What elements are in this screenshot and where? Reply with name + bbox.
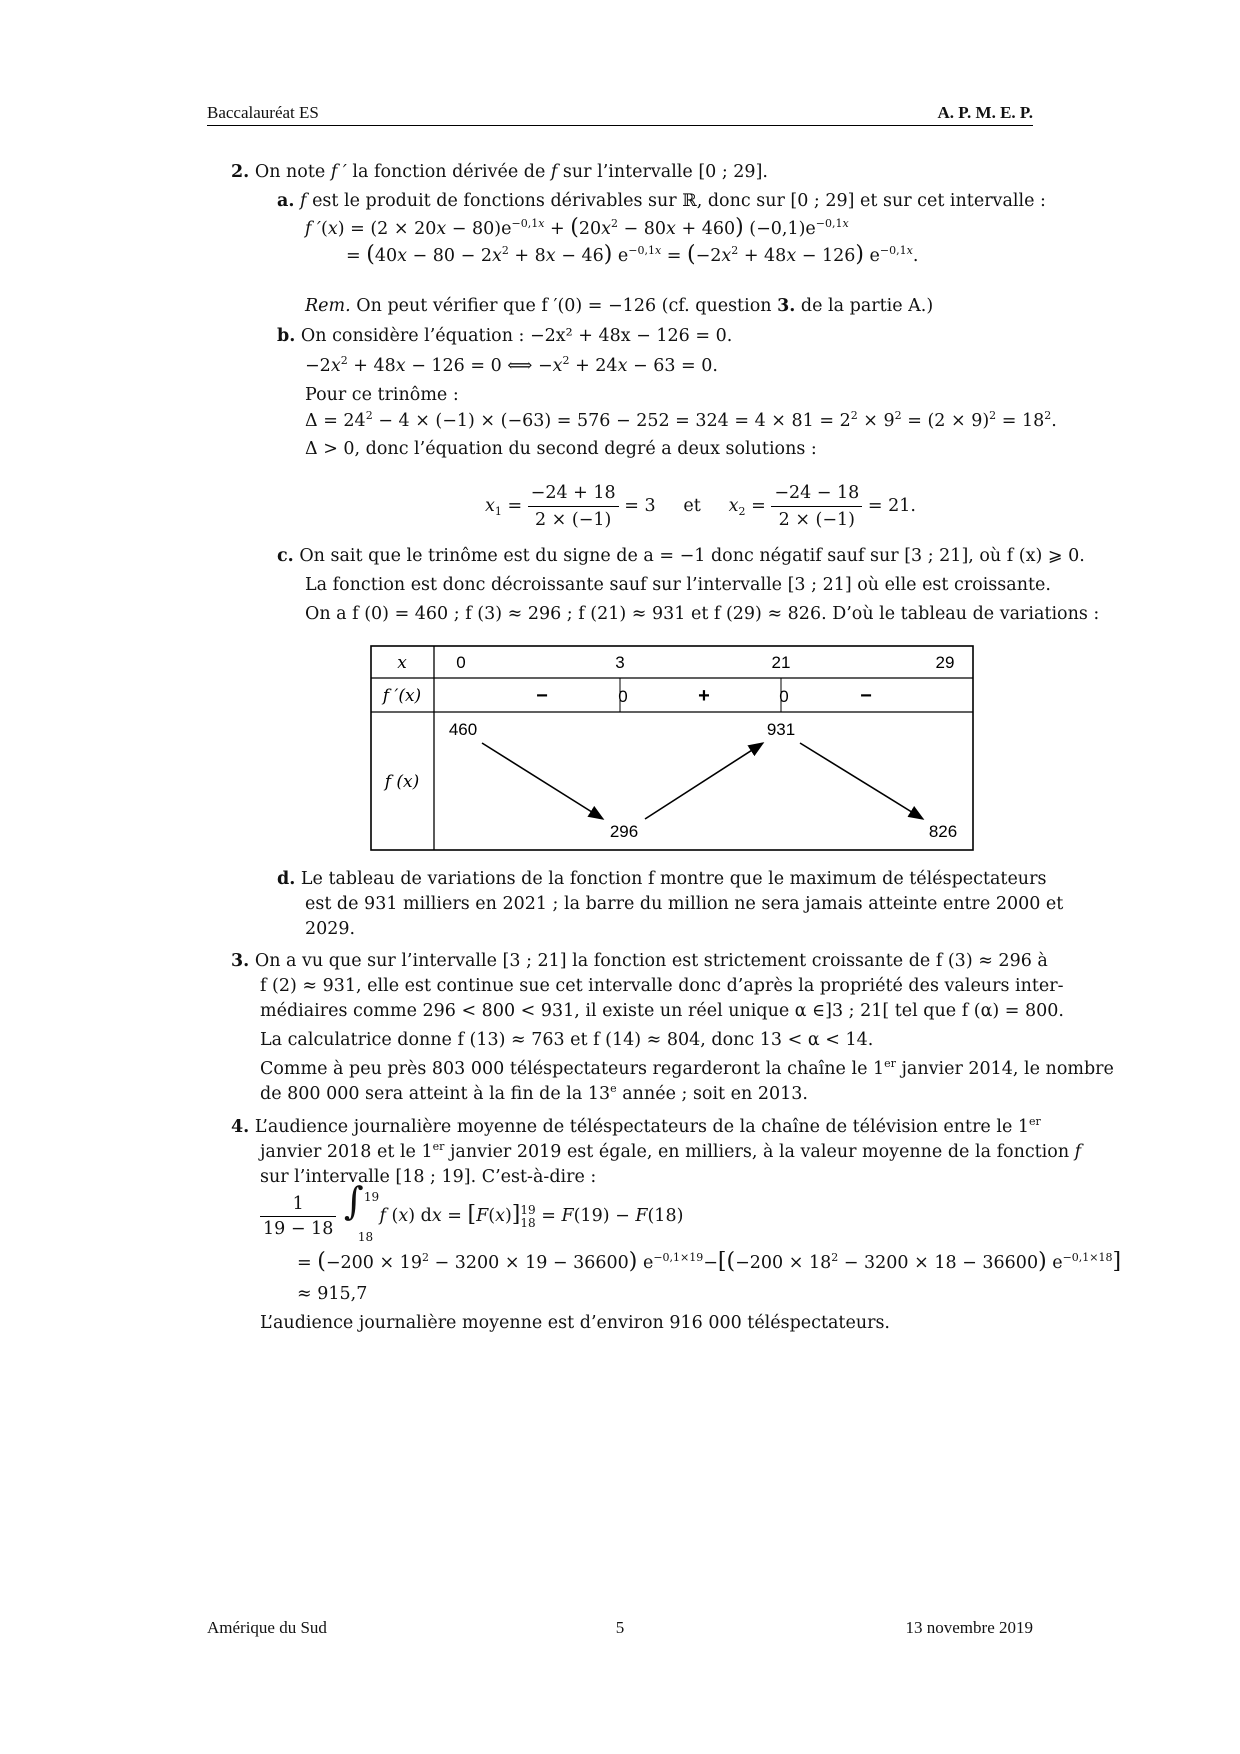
q2b-line5: Δ > 0, donc l’équation du second degré a deux solutions : <box>305 439 817 459</box>
q3-text6a: de 800 000 sera atteint à la fin de la 13 <box>260 1084 611 1104</box>
q2b-line2: $-2x^2 + 48x - 126 = 0$ ⟺ $-x^2 + 24x - 63 = 0$. <box>305 354 718 376</box>
q4-line3: sur l’intervalle [18 ; 19]. C’est-à-dire : <box>260 1167 597 1187</box>
q4-text1a: L’audience journalière moyenne de téléspectateurs de la chaîne de télévision entre le 1 <box>254 1117 1030 1137</box>
table-fprime-label: f ′(x) <box>382 686 422 706</box>
q4-conclusion: L’audience journalière moyenne est d’environ 916 000 téléspectateurs. <box>260 1313 890 1333</box>
q2b-equation: On considère l’équation : −2x² + 48x − 126 = 0. <box>300 326 733 346</box>
q2b-line1 <box>277 325 732 347</box>
q2d-line3: 2029. <box>305 919 356 939</box>
q3-text1: On a vu que sur l’intervalle [3 ; 21] la fonction est strictement croissante de f (3) ≈ 296 à <box>254 951 1048 971</box>
q3-line6 <box>260 1083 808 1105</box>
q2a-remark-text: On peut vérifier que f ′(0) = −126 (cf. question <box>350 296 778 316</box>
q2d-text1: Le tableau de variations de la fonction f montre que le maximum de téléspectateurs <box>300 869 1047 889</box>
q2b-line3: Pour ce trinôme : <box>305 385 459 405</box>
q2c-line3: On a f (0) = 460 ; f (3) ≈ 296 ; f (21) ≈ 931 et f (29) ≈ 826. D’où le tableau de variations : <box>305 604 1100 624</box>
page-number: 5 <box>615 1618 625 1637</box>
arrow-decreasing-1 <box>482 743 603 819</box>
table-x-label: x <box>397 653 407 673</box>
variation-table <box>370 645 974 851</box>
q2-intro: 2. On note f ′ la fonction dérivée de f sur l’intervalle [0 ; 29]. <box>231 162 768 182</box>
q4-sup1: er <box>1029 1115 1041 1128</box>
table-x-29: 29 <box>935 653 955 672</box>
q3-line2: f (2) ≈ 931, elle est continue sue cet intervalle donc d’après la propriété des valeurs inter- <box>260 976 1064 996</box>
table-f-label: f (x) <box>384 772 420 792</box>
q2b-discriminant: $\Delta = 24^2 - 4 \times (-1) \times (-63) = 576 - 252 = 324 = 4 \times 81 = 2^2 \times 9^2 = (2 \times 9)^2 = 18^2$. <box>305 409 1057 431</box>
q2-number: 2. <box>231 162 250 182</box>
q4-sup2: er <box>432 1140 445 1153</box>
q3-line4: La calculatrice donne f (13) ≈ 763 et f (14) ≈ 804, donc 13 < α < 14. <box>260 1030 874 1050</box>
table-sign-1: − <box>536 685 548 707</box>
table-zero-1: 0 <box>618 687 628 706</box>
q2c-line1 <box>277 545 1085 567</box>
q2c-text1: On sait que le trinôme est du signe de a = −1 donc négatif sauf sur [3 ; 21], où f (x) ⩾ 0. <box>299 546 1085 566</box>
q2b-et: et <box>683 496 701 516</box>
q3-sup6: e <box>610 1082 617 1095</box>
q4-number: 4. <box>231 1117 250 1137</box>
q3-line5 <box>260 1058 1114 1080</box>
q3-line3: médiaires comme 296 < 800 < 931, il existe un réel unique α ∈]3 ; 21[ tel que f (α) = 800. <box>260 1001 1064 1021</box>
q2a-remark-end: de la partie A.) <box>795 296 934 316</box>
q2-intro-text-a: On note <box>254 162 331 182</box>
table-sign-3: − <box>860 685 872 707</box>
page-header <box>207 103 1033 126</box>
q4-text2b: janvier 2019 est égale, en milliers, à la valeur moyenne de la fonction <box>444 1142 1075 1162</box>
table-zero-2: 0 <box>779 687 789 706</box>
q2a-line1: a. f est le produit de fonctions dérivables sur ℝ, donc sur [0 ; 29] et sur cet intervalle : <box>277 191 1046 211</box>
q2d-line1 <box>277 868 1046 890</box>
table-x-3: 3 <box>615 653 625 672</box>
q4-approx: ≈ 915,7 <box>297 1284 368 1304</box>
q2a-label: a. <box>277 191 295 211</box>
q2a-remark-bold: 3. <box>777 296 796 316</box>
q3-line1 <box>231 950 1048 972</box>
q2a-derivative-line1: f $'(x) = (2 \times 20x - 80)e^{-0,1x} + (20x^2 - 80x + 460)$ $(-0,1)e^{-0,1x}$ <box>305 215 849 240</box>
footer-right: 13 novembre 2019 <box>905 1618 1033 1637</box>
q3-number: 3. <box>231 951 250 971</box>
q3-text5a: Comme à peu près 803 000 téléspectateurs regarderont la chaîne le 1 <box>260 1059 885 1079</box>
arrow-increasing <box>645 743 763 819</box>
q2-intro-text-b: la fonction dérivée de <box>346 162 551 182</box>
q2b-label: b. <box>277 326 296 346</box>
q4-calc-line: = $(-200 \times 19^2 - 3200 \times 19 - 36600)$ $e^{-0,1\times 19}-[(-200 \times 18^2 - 3200 \times 18 - 36600)$ $e^{-0,1\times 18}$] <box>297 1249 1122 1274</box>
q2a-text: est le produit de fonctions dérivables sur ℝ, donc sur [0 ; 29] et sur cet intervalle : <box>306 191 1046 211</box>
q4-line2: janvier 2018 et le 1er janvier 2019 est égale, en milliers, à la valeur moyenne de la fonction f <box>260 1140 1082 1162</box>
q2a-derivative-line2: = $(40x - 80 - 2x^2 + 8x - 46)$ $e^{-0,1x} = (-2x^2 + 48x - 126)$ $e^{-0,1x}$. <box>346 242 919 267</box>
footer-left: Amérique du Sud <box>207 1618 327 1637</box>
arrow-decreasing-2 <box>800 743 923 819</box>
table-x-0: 0 <box>456 653 466 672</box>
q2a-remark <box>305 295 933 317</box>
q4-text2a: janvier 2018 et le 1 <box>260 1142 433 1162</box>
table-sign-2: + <box>698 685 710 707</box>
header-right: A. P. M. E. P. <box>937 103 1033 122</box>
table-f-460: 460 <box>448 720 478 739</box>
q2b-solutions: $x_1$ = $\frac{-24 + 18}{2 \times (-1)}$ = 3 et $x_2$ = $\frac{-24 - 18}{2 \times (-1)}$ = 21. <box>485 480 916 533</box>
table-x-21: 21 <box>771 653 791 672</box>
q2d-line2: est de 931 milliers en 2021 ; la barre du million ne sera jamais atteinte entre 2000 et <box>305 894 1064 914</box>
table-f-296: 296 <box>609 822 639 841</box>
q3-text6b: année ; soit en 2013. <box>616 1084 808 1104</box>
q4-line1 <box>231 1116 1041 1138</box>
q2c-label: c. <box>277 546 294 566</box>
table-f-826: 826 <box>928 822 958 841</box>
q3-text5b: janvier 2014, le nombre <box>895 1059 1114 1079</box>
header-left: Baccalauréat ES <box>207 103 319 122</box>
q3-sup5: er <box>884 1057 896 1070</box>
q2c-line2: La fonction est donc décroissante sauf sur l’intervalle [3 ; 21] où elle est croissante. <box>305 575 1051 595</box>
table-f-931: 931 <box>766 720 796 739</box>
q2d-label: d. <box>277 869 296 889</box>
q4-integral-line: $\frac{1}{19 - 18}$ ∫ 19 18 f (x) dx = [F(x)]19 18 = F(19) − F(18) <box>260 1192 683 1241</box>
q2-intro-text-c: sur l’intervalle [0 ; 29]. <box>557 162 768 182</box>
q2a-remark-label: Rem. <box>305 296 351 316</box>
